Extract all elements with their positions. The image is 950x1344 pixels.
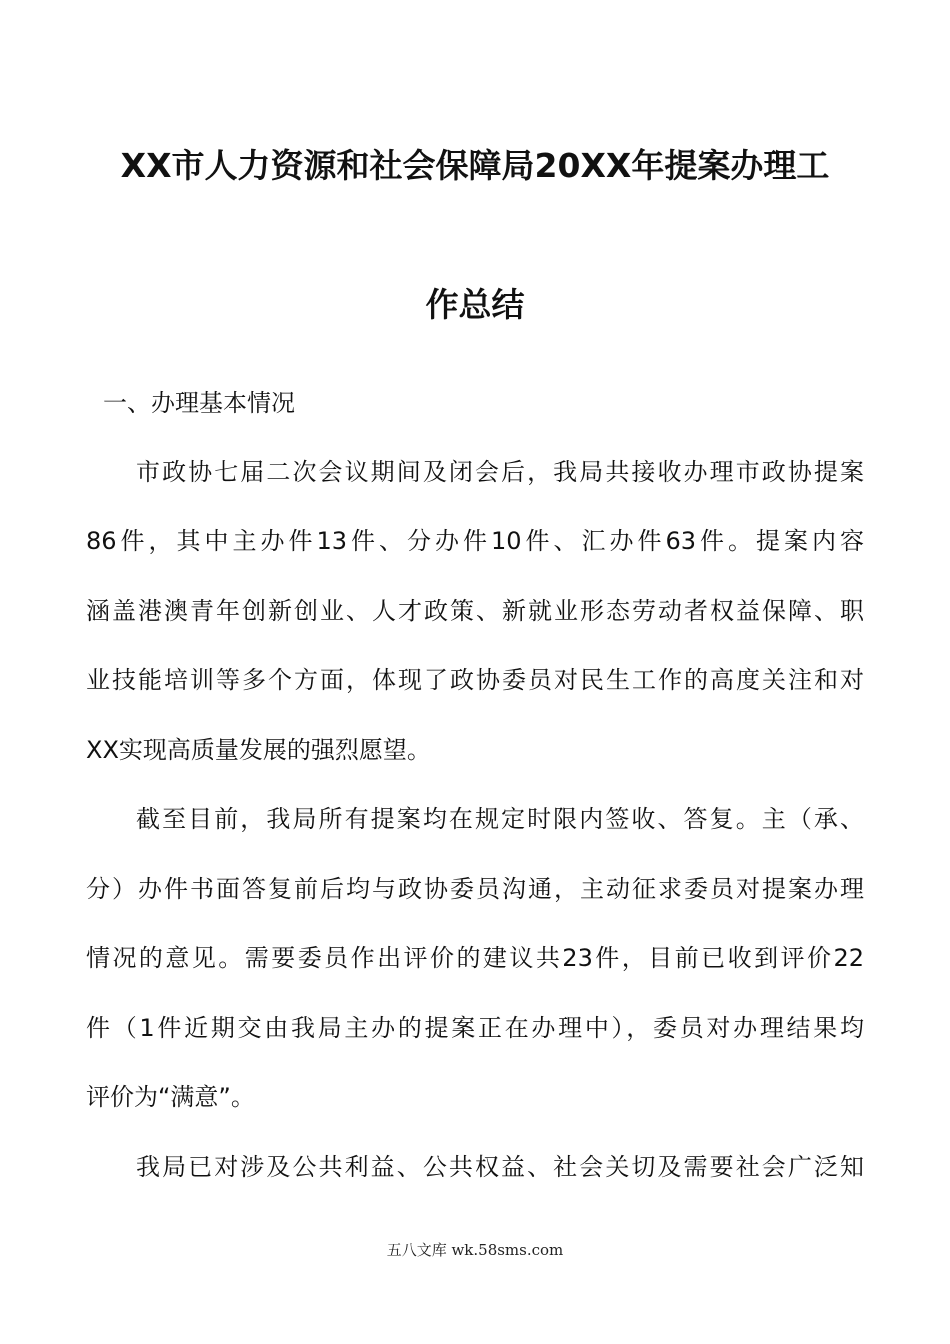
- paragraph-1-line-2: 86件，其中主办件13件、分办件10件、汇办件63件。提案内容: [86, 527, 864, 555]
- paragraph-2-line-4: 件（1件近期交由我局主办的提案正在办理中），委员对办理结果均: [86, 1014, 864, 1042]
- paragraph-1-line-5: XX实现高质量发展的强烈愿望。: [86, 736, 431, 764]
- section-heading: 一、办理基本情况: [103, 389, 295, 417]
- paragraph-2-line-3: 情况的意见。需要委员作出评价的建议共23件，目前已收到评价22: [86, 944, 864, 972]
- paragraph-3-line-1: 我局已对涉及公共利益、公共权益、社会关切及需要社会广泛知: [136, 1153, 864, 1181]
- document-title-line-1: XX市人力资源和社会保障局20XX年提案办理工: [120, 146, 830, 185]
- paragraph-1-line-3: 涵盖港澳青年创新创业、人才政策、新就业形态劳动者权益保障、职: [86, 597, 864, 625]
- footer-watermark: 五八文库 wk.58sms.com: [386, 1241, 564, 1259]
- document-title-line-2: 作总结: [425, 285, 525, 324]
- paragraph-2-line-2: 分）办件书面答复前后均与政协委员沟通，主动征求委员对提案办理: [86, 875, 864, 903]
- paragraph-2-line-1: 截至目前，我局所有提案均在规定时限内签收、答复。主（承、: [136, 805, 864, 833]
- paragraph-2-line-5: 评价为“满意”。: [86, 1083, 255, 1111]
- paragraph-1-line-4: 业技能培训等多个方面，体现了政协委员对民生工作的高度关注和对: [86, 666, 864, 694]
- paragraph-1-line-1: 市政协七届二次会议期间及闭会后，我局共接收办理市政协提案: [136, 458, 864, 486]
